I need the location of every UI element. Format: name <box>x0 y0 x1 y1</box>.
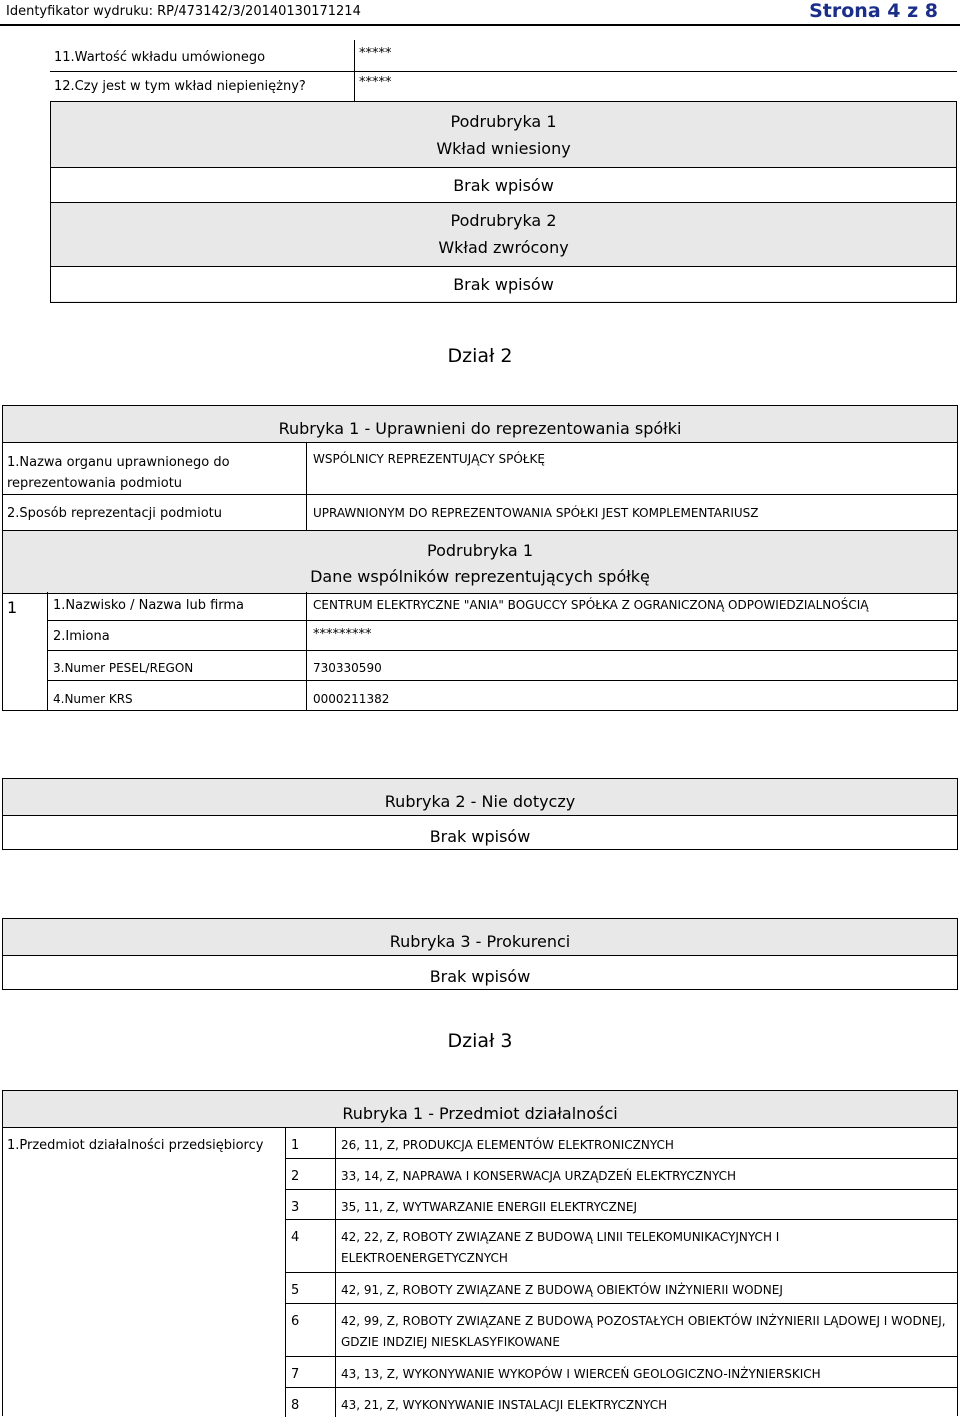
imiona-label: 2.Imiona <box>53 629 110 644</box>
row-12-label: 12.Czy jest w tym wkład niepieniężny? <box>54 79 306 94</box>
activity-text: 35, 11, Z, WYTWARZANIE ENERGII ELEKTRYCZNEJ <box>341 1200 637 1214</box>
podrubryka-title: Podrubryka 1 <box>427 541 533 560</box>
rubryka-2-section <box>2 778 958 850</box>
activity-number: 8 <box>291 1398 300 1413</box>
row-divider <box>47 650 957 651</box>
rubryka-2-header <box>3 779 957 816</box>
activity-text: 42, 22, Z, ROBOTY ZWIĄZANE Z BUDOWĄ LINII TELEKOMUNIKACYJNYCH I ELEKTROENERGETYCZNYCH <box>341 1230 780 1265</box>
nazwisko-label: 1.Nazwisko / Nazwa lub firma <box>53 598 245 613</box>
col-divider <box>306 442 307 530</box>
col-divider <box>47 592 48 710</box>
podrubryka-1-subtitle: Wkład wniesiony <box>436 139 571 158</box>
row-divider <box>285 1219 957 1220</box>
activity-text: 43, 21, Z, WYKONYWANIE INSTALACJI ELEKTRYCZNYCH <box>341 1398 668 1412</box>
przedmiot-title: Rubryka 1 - Przedmiot działalności <box>342 1104 618 1123</box>
page-number: Strona 4 z 8 <box>809 0 938 22</box>
row-divider <box>285 1158 957 1159</box>
row-divider <box>47 680 957 681</box>
activity-text: 33, 14, Z, NAPRAWA I KONSERWACJA URZĄDZEŃ ELEKTRYCZNYCH <box>341 1169 737 1183</box>
row-divider <box>50 71 957 72</box>
dzial-2-title: Dział 2 <box>447 345 513 367</box>
activity-number: 3 <box>291 1200 300 1215</box>
podrubryka-wspolnicy-header <box>3 530 957 594</box>
activity-number: 7 <box>291 1367 300 1382</box>
organ-value: WSPÓLNICY REPREZENTUJĄCY SPÓŁKĘ <box>313 452 545 466</box>
activity-text: 43, 13, Z, WYKONYWANIE WYKOPÓW I WIERCEŃ GEOLOGICZNO-INŻYNIERSKICH <box>341 1367 821 1381</box>
nazwisko-value: CENTRUM ELEKTRYCZNE "ANIA" BOGUCCY SPÓŁKA Z OGRANICZONĄ ODPOWIEDZIALNOŚCIĄ <box>313 598 869 612</box>
brak-wpisow: Brak wpisów <box>429 827 531 846</box>
sposob-value: UPRAWNIONYM DO REPREZENTOWANIA SPÓŁKI JEST KOMPLEMENTARIUSZ <box>313 506 759 520</box>
rubryka-3-section <box>2 918 958 990</box>
row-divider <box>285 1387 957 1388</box>
row-12-value: ***** <box>359 75 392 90</box>
organ-label: 1.Nazwa organu uprawnionego do reprezentowania podmiotu <box>7 455 230 491</box>
rubryka-2-title: Rubryka 2 - Nie dotyczy <box>384 792 576 811</box>
brak-wpisow: Brak wpisów <box>453 176 554 195</box>
przedmiot-section <box>2 1090 958 1416</box>
print-identifier: Identyfikator wydruku: RP/473142/3/20140130171214 <box>6 4 361 19</box>
activity-number: 4 <box>291 1230 300 1245</box>
dzial-3-title: Dział 3 <box>447 1030 513 1052</box>
rubryka-1-header <box>3 406 957 443</box>
row-divider <box>3 494 957 495</box>
pesel-label: 3.Numer PESEL/REGON <box>53 661 194 675</box>
activity-text: 42, 99, Z, ROBOTY ZWIĄZANE Z BUDOWĄ POZOSTAŁYCH OBIEKTÓW INŻYNIERII LĄDOWEJ I WODNEJ, GDZIE INDZIEJ NIESKLASYFIKOWANE <box>341 1314 946 1349</box>
pesel-value: 730330590 <box>313 661 382 675</box>
podrubryka-2-title: Podrubryka 2 <box>450 211 557 230</box>
podrubryka-1-title: Podrubryka 1 <box>450 112 557 131</box>
przedmiot-label: 1.Przedmiot działalności przedsiębiorcy <box>7 1138 264 1153</box>
row-divider <box>285 1356 957 1357</box>
row-divider <box>285 1189 957 1190</box>
col-divider <box>354 40 355 102</box>
row-11-label: 11.Wartość wkładu umówionego <box>54 50 266 65</box>
activity-number: 1 <box>291 1138 300 1153</box>
krs-label: 4.Numer KRS <box>53 692 133 706</box>
rubryka-3-title: Rubryka 3 - Prokurenci <box>389 932 571 951</box>
activity-text: 26, 11, Z, PRODUKCJA ELEMENTÓW ELEKTRONICZNYCH <box>341 1138 674 1152</box>
brak-wpisow: Brak wpisów <box>453 275 554 294</box>
row-divider <box>285 1303 957 1304</box>
brak-wpisow: Brak wpisów <box>429 967 531 986</box>
activity-number: 2 <box>291 1169 300 1184</box>
activity-number: 5 <box>291 1283 300 1298</box>
wklad-subsections <box>50 101 957 303</box>
podrubryka-2-body <box>51 266 956 301</box>
col-divider <box>306 592 307 710</box>
header-divider <box>0 24 960 26</box>
podrubryka-1-body <box>51 167 956 203</box>
podrubryka-subtitle: Dane wspólników reprezentujących spółkę <box>310 567 650 586</box>
krs-value: 0000211382 <box>313 692 390 706</box>
activity-text: 42, 91, Z, ROBOTY ZWIĄZANE Z BUDOWĄ OBIEKTÓW INŻYNIERII WODNEJ <box>341 1283 783 1297</box>
rubryka-1-section <box>2 405 958 711</box>
top-rows-table <box>50 40 957 102</box>
wspolnik-index: 1 <box>7 598 18 617</box>
activity-number: 6 <box>291 1314 300 1329</box>
przedmiot-header <box>3 1091 957 1128</box>
row-divider <box>285 1272 957 1273</box>
sposob-label: 2.Sposób reprezentacji podmiotu <box>7 506 222 521</box>
rubryka-3-header <box>3 919 957 956</box>
podrubryka-2-subtitle: Wkład zwrócony <box>438 238 569 257</box>
imiona-value: ********* <box>313 627 372 642</box>
row-11-value: ***** <box>359 46 392 61</box>
rubryka-1-title: Rubryka 1 - Uprawnieni do reprezentowania spółki <box>278 419 682 438</box>
row-divider <box>47 620 957 621</box>
